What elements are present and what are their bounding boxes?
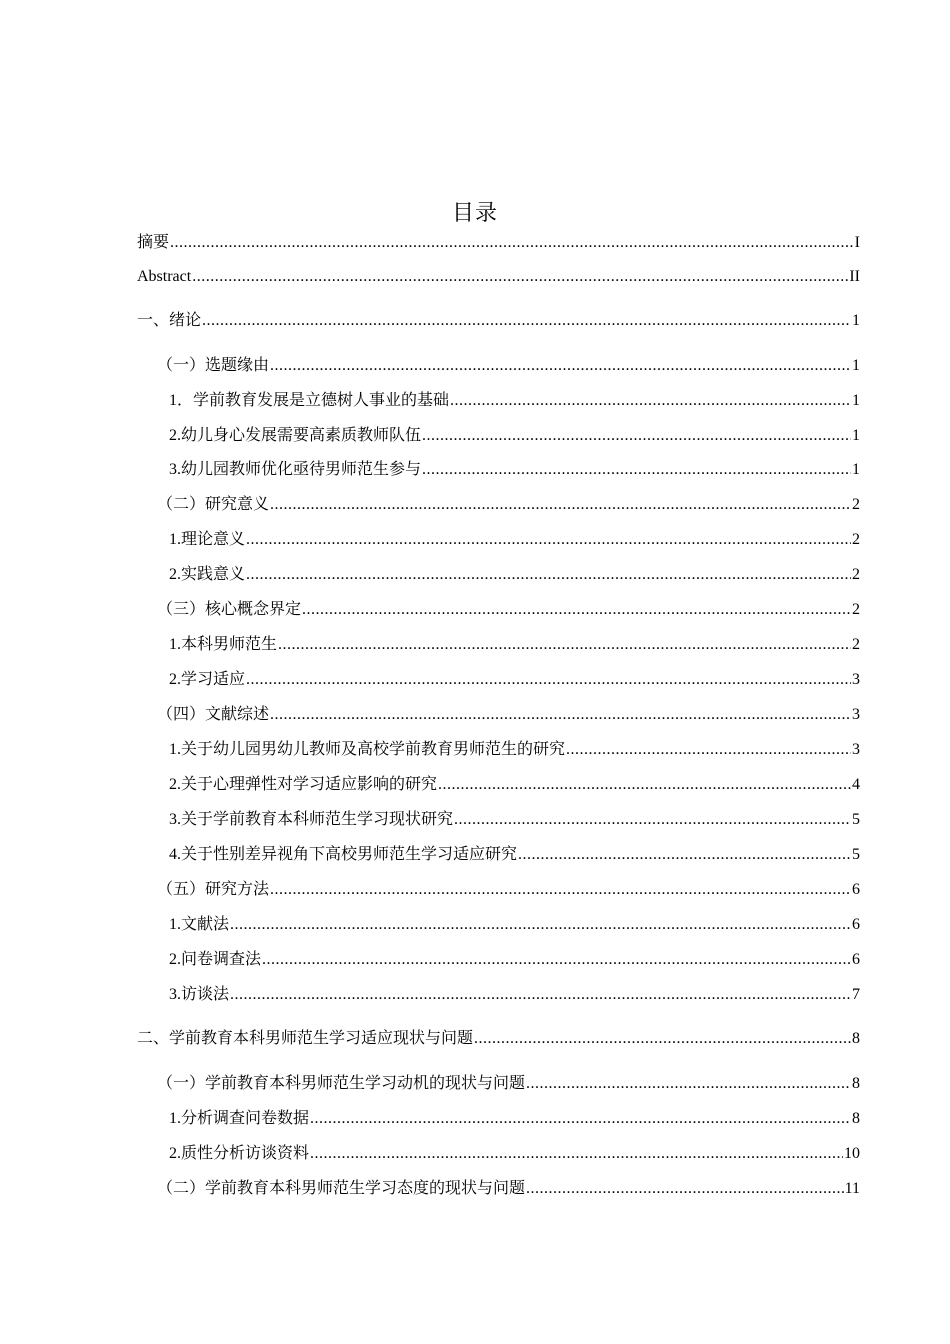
toc-entry-label: 二、学前教育本科男师范生学习适应现状与问题: [137, 1030, 474, 1047]
toc-entry-page: 8: [852, 1030, 860, 1047]
toc-entry-section[interactable]: [157, 1069, 860, 1095]
toc-entry-label: 3.访谈法: [169, 986, 230, 1003]
toc-entry-page: 7: [852, 986, 860, 1003]
leader-dots: [246, 529, 851, 551]
toc-entry-label: 1．学前教育发展是立德树人事业的基础: [169, 392, 450, 409]
toc-entry-page: 1: [852, 312, 860, 329]
toc-entry-page: 1: [852, 392, 860, 409]
leader-dots: [302, 599, 851, 621]
toc-entry-page: 11: [844, 1180, 860, 1197]
leader-dots: [566, 739, 851, 761]
toc-entry-label: 1.理论意义: [169, 531, 246, 548]
toc-entry-page: II: [849, 268, 860, 285]
toc-entry-subsection[interactable]: [169, 910, 860, 936]
toc-entry-subsection[interactable]: [169, 840, 860, 866]
toc-entry-page: 2: [852, 601, 860, 618]
toc-entry-page: 8: [852, 1110, 860, 1127]
leader-dots: [262, 949, 851, 971]
toc-entry-subsection[interactable]: [169, 560, 860, 586]
leader-dots: [422, 459, 851, 481]
toc-entry-page: I: [854, 234, 860, 251]
toc-entry-subsection[interactable]: [169, 525, 860, 551]
toc-entry-label: 摘要: [137, 234, 170, 251]
toc-entry-label: 3.关于学前教育本科师范生学习现状研究: [169, 811, 454, 828]
toc-entry-page: 6: [852, 916, 860, 933]
toc-entry-label: 一、绪论: [137, 312, 202, 329]
leader-dots: [246, 669, 851, 691]
leader-dots: [278, 634, 851, 656]
leader-dots: [422, 425, 851, 447]
toc-entry-label: 2.问卷调查法: [169, 951, 262, 968]
toc-entry-label: （一）学前教育本科男师范生学习动机的现状与问题: [157, 1075, 526, 1092]
toc-entry-subsection[interactable]: [169, 665, 860, 691]
toc-entry-page: 10: [844, 1145, 860, 1162]
toc-entry-section[interactable]: [157, 1174, 860, 1200]
toc-entry-label: 4.关于性别差异视角下高校男师范生学习适应研究: [169, 846, 518, 863]
leader-dots: [526, 1178, 844, 1200]
toc-entry-page: 3: [852, 741, 860, 758]
toc-entry-page: 3: [852, 671, 860, 688]
toc-entry-label: Abstract: [137, 268, 192, 285]
toc-entry-label: 1.分析调查问卷数据: [169, 1110, 310, 1127]
toc-entry-subsection[interactable]: [169, 630, 860, 656]
toc-entry-chapter-1[interactable]: [137, 306, 860, 332]
toc-entry-subsection[interactable]: [169, 735, 860, 761]
leader-dots: [454, 809, 851, 831]
toc-title: 目录: [451, 201, 498, 226]
leader-dots: [270, 704, 851, 726]
toc-entry-section[interactable]: [157, 700, 860, 726]
toc-entry-page: 1: [852, 427, 860, 444]
toc-entry-page: 5: [852, 846, 860, 863]
toc-entry-page: 2: [852, 636, 860, 653]
toc-entry-page: 2: [852, 531, 860, 548]
leader-dots: [270, 879, 851, 901]
leader-dots: [270, 355, 851, 377]
leader-dots: [310, 1143, 843, 1165]
leader-dots: [192, 266, 848, 288]
toc-entry-label: 2.关于心理弹性对学习适应影响的研究: [169, 776, 438, 793]
toc-entry-page: 1: [852, 357, 860, 374]
toc-entry-label: 1.关于幼儿园男幼儿教师及高校学前教育男师范生的研究: [169, 741, 566, 758]
leader-dots: [202, 310, 851, 332]
toc-entry-label: （五）研究方法: [157, 881, 270, 898]
toc-entry-label: 2.质性分析访谈资料: [169, 1145, 310, 1162]
toc-entry-subsection[interactable]: [169, 1139, 860, 1165]
leader-dots: [170, 232, 854, 254]
toc-entry-abstract-cn[interactable]: [137, 228, 860, 254]
toc-entry-subsection[interactable]: [169, 945, 860, 971]
toc-entry-page: 5: [852, 811, 860, 828]
toc-entry-label: （二）研究意义: [157, 496, 270, 513]
toc-entry-subsection[interactable]: [169, 805, 860, 831]
toc-entry-page: 2: [852, 496, 860, 513]
toc-entry-label: （二）学前教育本科男师范生学习态度的现状与问题: [157, 1180, 526, 1197]
leader-dots: [230, 984, 851, 1006]
leader-dots: [270, 494, 851, 516]
toc-entry-label: 1.文献法: [169, 916, 230, 933]
toc-entry-label: 3.幼儿园教师优化亟待男师范生参与: [169, 461, 422, 478]
toc-entry-page: 4: [852, 776, 860, 793]
leader-dots: [526, 1073, 851, 1095]
leader-dots: [230, 914, 851, 936]
toc-entry-abstract-en[interactable]: [137, 262, 860, 288]
toc-entry-page: 1: [852, 461, 860, 478]
toc-entry-label: （四）文献综述: [157, 706, 270, 723]
toc-entry-section[interactable]: [157, 595, 860, 621]
toc-entry-page: 2: [852, 566, 860, 583]
toc-entry-page: 8: [852, 1075, 860, 1092]
toc-entry-chapter-2[interactable]: [137, 1024, 860, 1050]
toc-entry-section[interactable]: [157, 875, 860, 901]
toc-entry-label: 1.本科男师范生: [169, 636, 278, 653]
leader-dots: [310, 1108, 851, 1130]
toc-entry-page: 6: [852, 951, 860, 968]
toc-entry-subsection[interactable]: [169, 1104, 860, 1130]
toc-entry-label: 2.学习适应: [169, 671, 246, 688]
toc-entry-subsection[interactable]: [169, 980, 860, 1006]
toc-entry-subsection[interactable]: [169, 386, 860, 412]
toc-entry-section[interactable]: [157, 351, 860, 377]
leader-dots: [246, 564, 851, 586]
toc-entry-label: 2.幼儿身心发展需要高素质教师队伍: [169, 427, 422, 444]
toc-entry-subsection[interactable]: [169, 770, 860, 796]
leader-dots: [518, 844, 851, 866]
leader-dots: [474, 1028, 851, 1050]
leader-dots: [450, 390, 851, 412]
toc-entry-subsection[interactable]: [169, 455, 860, 481]
toc-entry-page: 6: [852, 881, 860, 898]
toc-entry-subsection[interactable]: [169, 421, 860, 447]
leader-dots: [438, 774, 851, 796]
toc-entry-label: 2.实践意义: [169, 566, 246, 583]
toc-entry-page: 3: [852, 706, 860, 723]
toc-entry-section[interactable]: [157, 490, 860, 516]
toc-entry-label: （一）选题缘由: [157, 357, 270, 374]
toc-entry-label: （三）核心概念界定: [157, 601, 302, 618]
